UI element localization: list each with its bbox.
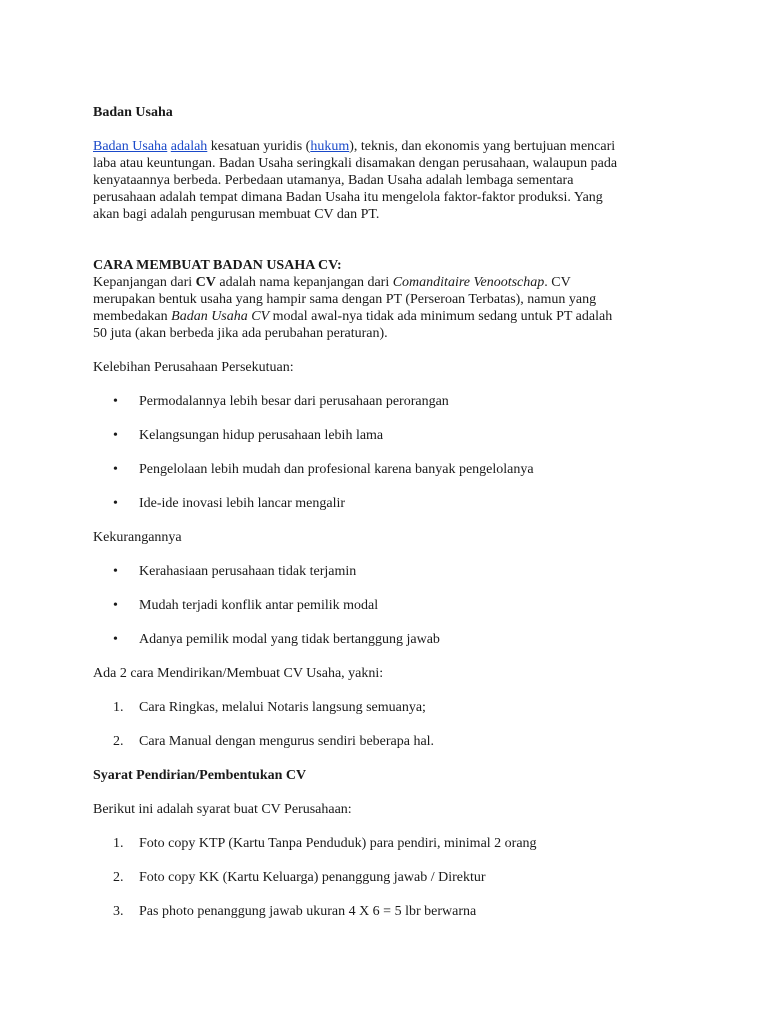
list-number: 1. [113,700,124,715]
text-line: 50 juta (akan berbeda jika ada perubahan peraturan). [93,326,388,341]
text-fragment: kesatuan yuridis ( [207,139,311,154]
list-number: 2. [113,734,124,749]
syarat-list [93,835,693,920]
paragraph-badan-usaha [93,138,693,223]
text-italic-comanditaire: Comanditaire Venootschap [392,275,545,290]
list-item [93,733,693,750]
heading-syarat: Syarat Pendirian/Pembentukan CV [93,768,307,783]
list-number: 3. [113,904,124,919]
list-item-text: Cara Ringkas, melalui Notaris langsung semuanya; [139,700,426,715]
list-item [93,495,693,512]
list-item-text: Foto copy KTP (Kartu Tanpa Penduduk) para pendiri, minimal 2 orang [139,836,537,851]
list-item [93,903,693,920]
bullet-icon: • [113,394,118,409]
list-item-text: Pas photo penanggung jawab ukuran 4 X 6 = 5 lbr berwarna [139,904,477,919]
list-spacer [93,886,693,903]
cara-list [93,699,693,750]
list-item-text: Cara Manual dengan mengurus sendiri beberapa hal. [139,734,435,749]
syarat-intro: Berikut ini adalah syarat buat CV Perusahaan: [93,802,352,817]
list-item [93,597,693,614]
text-fragment: . CV [544,275,571,290]
list-item-text: Kelangsungan hidup perusahaan lebih lama [139,428,384,443]
document-page [93,104,693,920]
heading-cara-membuat: CARA MEMBUAT BADAN USAHA CV: [93,258,342,273]
list-item [93,835,693,852]
list-number: 2. [113,870,124,885]
text-line: perusahaan adalah tempat dimana Badan Usaha itu mengelola faktor-faktor produksi. Yang [93,190,603,205]
text-line: kenyataannya berbeda. Perbedaan utamanya, Badan Usaha adalah lembaga sementara [93,173,574,188]
bullet-icon: • [113,564,118,579]
list-item-text: Pengelolaan lebih mudah dan profesional karena banyak pengelolanya [139,462,534,477]
list-item [93,869,693,886]
list-item-text: Ide-ide inovasi lebih lancar mengalir [139,496,346,511]
cara-title: Ada 2 cara Mendirikan/Membuat CV Usaha, yakni: [93,666,384,681]
list-item-text: Adanya pemilik modal yang tidak bertanggung jawab [139,632,440,647]
paragraph-cv [93,274,693,342]
text-bold-cv: CV [195,275,216,290]
text-line: akan bagi adalah pengurusan membuat CV dan PT. [93,207,380,222]
list-item-text: Permodalannya lebih besar dari perusahaan perorangan [139,394,449,409]
heading-badan-usaha: Badan Usaha [93,105,173,120]
bullet-icon: • [113,462,118,477]
list-item [93,631,693,648]
list-number: 1. [113,836,124,851]
list-spacer [93,410,693,427]
text-fragment: membedakan [93,309,172,324]
list-item-text: Mudah terjadi konflik antar pemilik modal [139,598,379,613]
list-item [93,461,693,478]
kekurangan-list [93,563,693,648]
bullet-icon: • [113,598,118,613]
text-line: merupakan bentuk usaha yang hampir sama dengan PT (Perseroan Terbatas), namun yang [93,292,597,307]
list-spacer [93,580,693,597]
list-item [93,563,693,580]
list-item-text: Kerahasiaan perusahaan tidak terjamin [139,564,357,579]
list-spacer [93,716,693,733]
bullet-icon: • [113,632,118,647]
text-fragment: Kepanjangan dari [93,275,196,290]
list-spacer [93,614,693,631]
kelebihan-title: Kelebihan Perusahaan Persekutuan: [93,360,294,375]
link-adalah[interactable]: adalah [170,139,208,154]
kekurangan-title: Kekurangannya [93,530,182,545]
link-hukum[interactable]: hukum [310,139,350,154]
list-spacer [93,478,693,495]
text-line: laba atau keuntungan. Badan Usaha seringkali disamakan dengan perusahaan, walaupun pada [93,156,618,171]
text-fragment: adalah nama kepanjangan dari [215,275,393,290]
list-item [93,393,693,410]
text-fragment: ), teknis, dan ekonomis yang bertujuan mencari [349,139,616,154]
text-italic-badan-usaha-cv: Badan Usaha CV [171,309,270,324]
list-item-text: Foto copy KK (Kartu Keluarga) penanggung jawab / Direktur [139,870,486,885]
list-item [93,699,693,716]
text-fragment: modal awal-nya tidak ada minimum sedang untuk PT adalah [269,309,613,324]
link-badan-usaha[interactable]: Badan Usaha [93,139,168,154]
kelebihan-list [93,393,693,512]
list-item [93,427,693,444]
bullet-icon: • [113,496,118,511]
list-spacer [93,852,693,869]
bullet-icon: • [113,428,118,443]
list-spacer [93,444,693,461]
